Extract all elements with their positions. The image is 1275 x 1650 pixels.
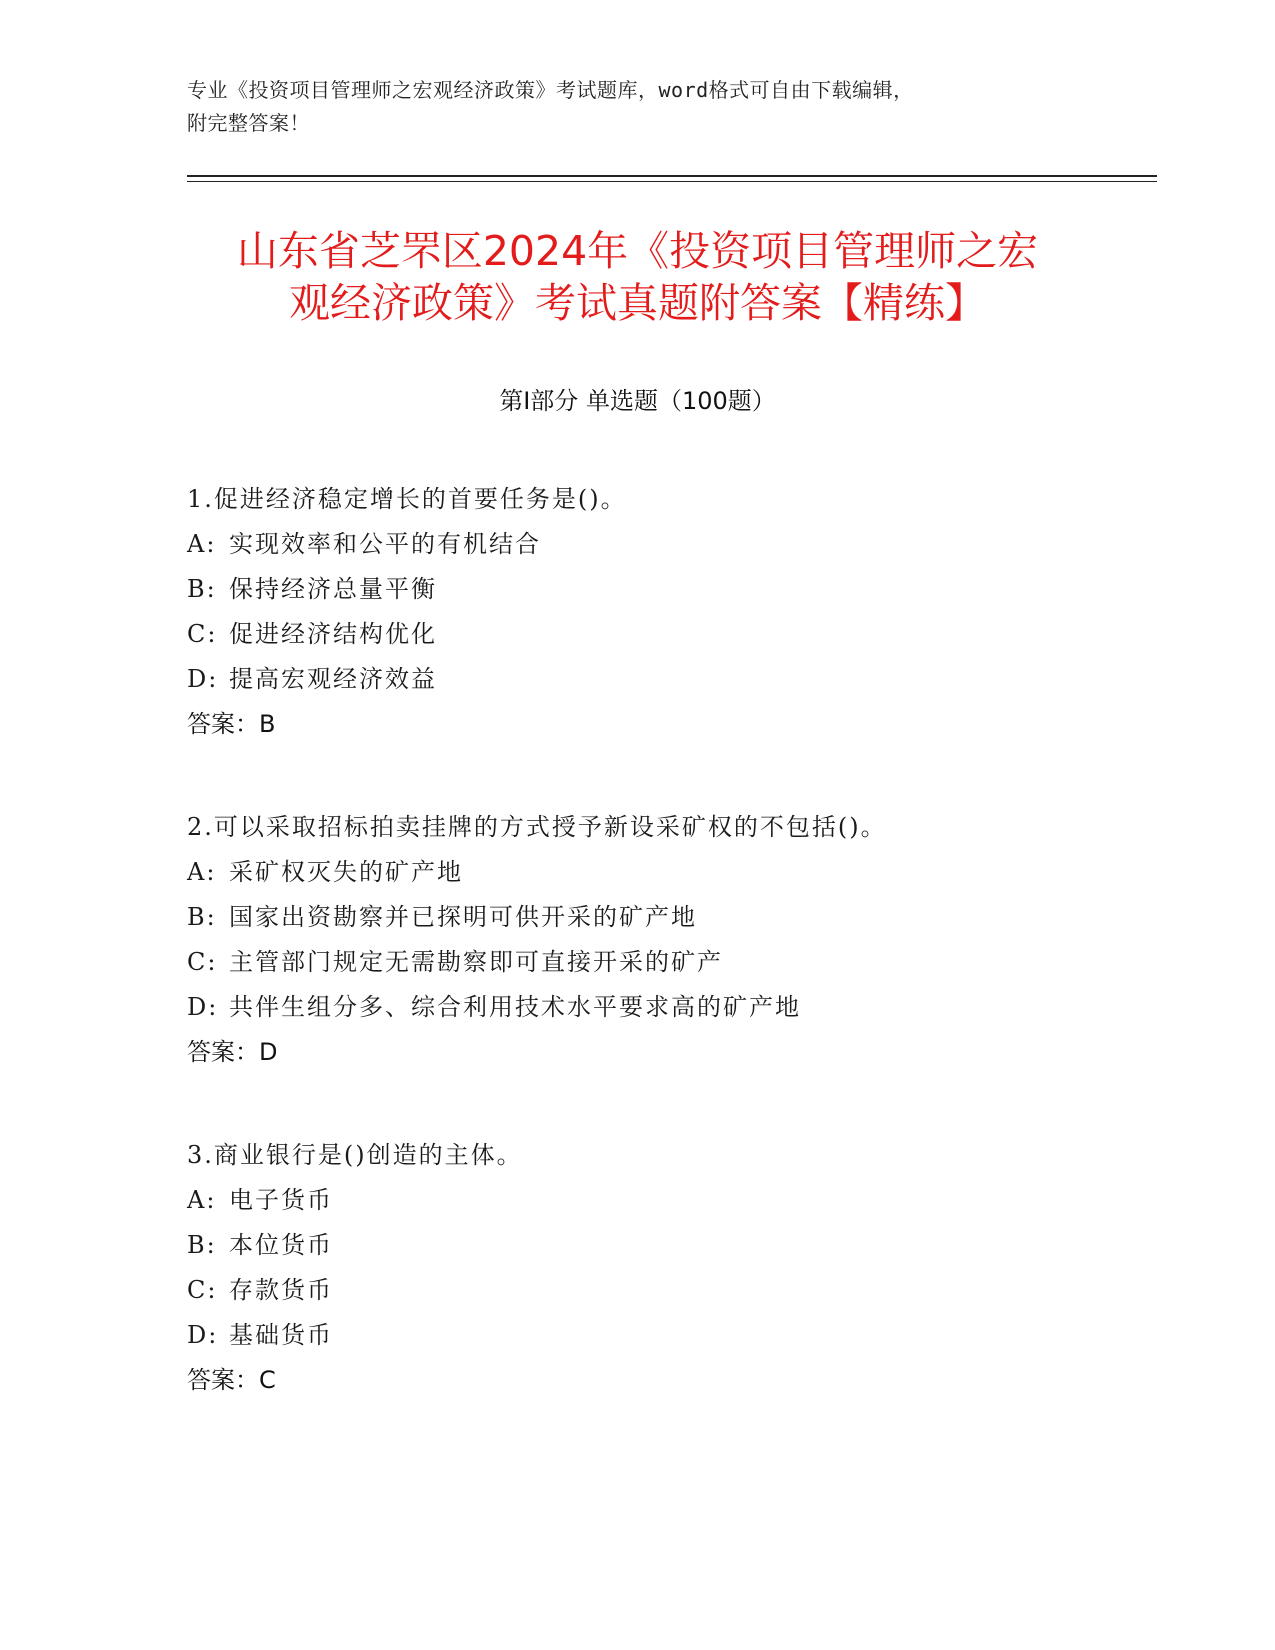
- option-letter: A:: [187, 1186, 217, 1214]
- option-letter: B:: [187, 575, 217, 603]
- option-b: [187, 1223, 1137, 1268]
- answer-line: 答案：C: [187, 1366, 276, 1394]
- question-stem: 3.商业银行是()创造的主体。: [187, 1141, 523, 1169]
- header-divider-thin: [187, 181, 1157, 182]
- option-text: 电子货币: [229, 1186, 333, 1214]
- question-stem: 1.促进经济稳定增长的首要任务是()。: [187, 485, 627, 513]
- option-c: [187, 940, 1137, 985]
- option-letter: D:: [187, 665, 219, 693]
- option-letter: C:: [187, 1276, 218, 1304]
- question-stem: 2.可以采取招标拍卖挂牌的方式授予新设采矿权的不包括()。: [187, 813, 887, 841]
- question-3: [187, 1133, 1137, 1403]
- option-text: 基础货币: [229, 1321, 333, 1349]
- option-letter: B:: [187, 903, 217, 931]
- option-text: 实现效率和公平的有机结合: [229, 530, 541, 558]
- option-text: 主管部门规定无需勘察即可直接开采的矿产: [229, 948, 723, 976]
- document-title-line-2: 观经济政策》考试真题附答案【精练】: [289, 279, 986, 327]
- option-c: [187, 612, 1137, 657]
- header-note-line-1: 专业《投资项目管理师之宏观经济政策》考试题库，word格式可自由下载编辑，: [187, 78, 914, 102]
- document-title-line-1: 山东省芝罘区2024年《投资项目管理师之宏: [236, 227, 1039, 275]
- option-letter: A:: [187, 530, 217, 558]
- header-note: [187, 74, 1087, 140]
- option-text: 本位货币: [229, 1231, 333, 1259]
- option-text: 共伴生组分多、综合利用技术水平要求高的矿产地: [229, 993, 801, 1021]
- document-title: [180, 225, 1095, 329]
- option-letter: A:: [187, 858, 217, 886]
- option-text: 国家出资勘察并已探明可供开采的矿产地: [229, 903, 697, 931]
- option-letter: D:: [187, 1321, 219, 1349]
- option-d: [187, 1313, 1137, 1358]
- option-letter: B:: [187, 1231, 217, 1259]
- option-letter: C:: [187, 948, 218, 976]
- header-divider-thick: [187, 175, 1157, 177]
- option-text: 提高宏观经济效益: [229, 665, 437, 693]
- option-letter: C:: [187, 620, 218, 648]
- header-note-line-2: 附完整答案！: [187, 111, 310, 135]
- option-b: [187, 567, 1137, 612]
- option-text: 采矿权灭失的矿产地: [229, 858, 463, 886]
- section-heading: 第Ⅰ部分 单选题（100题）: [499, 387, 776, 415]
- question-1: [187, 477, 1137, 747]
- option-a: [187, 850, 1137, 895]
- question-2: [187, 805, 1137, 1075]
- answer-line: 答案：D: [187, 1038, 278, 1066]
- option-text: 存款货币: [229, 1276, 333, 1304]
- option-b: [187, 895, 1137, 940]
- answer-line: 答案：B: [187, 710, 276, 738]
- option-c: [187, 1268, 1137, 1313]
- option-a: [187, 1178, 1137, 1223]
- option-d: [187, 657, 1137, 702]
- option-letter: D:: [187, 993, 219, 1021]
- option-text: 促进经济结构优化: [229, 620, 437, 648]
- option-a: [187, 522, 1137, 567]
- option-text: 保持经济总量平衡: [229, 575, 437, 603]
- option-d: [187, 985, 1137, 1030]
- question-list: [187, 477, 1137, 1461]
